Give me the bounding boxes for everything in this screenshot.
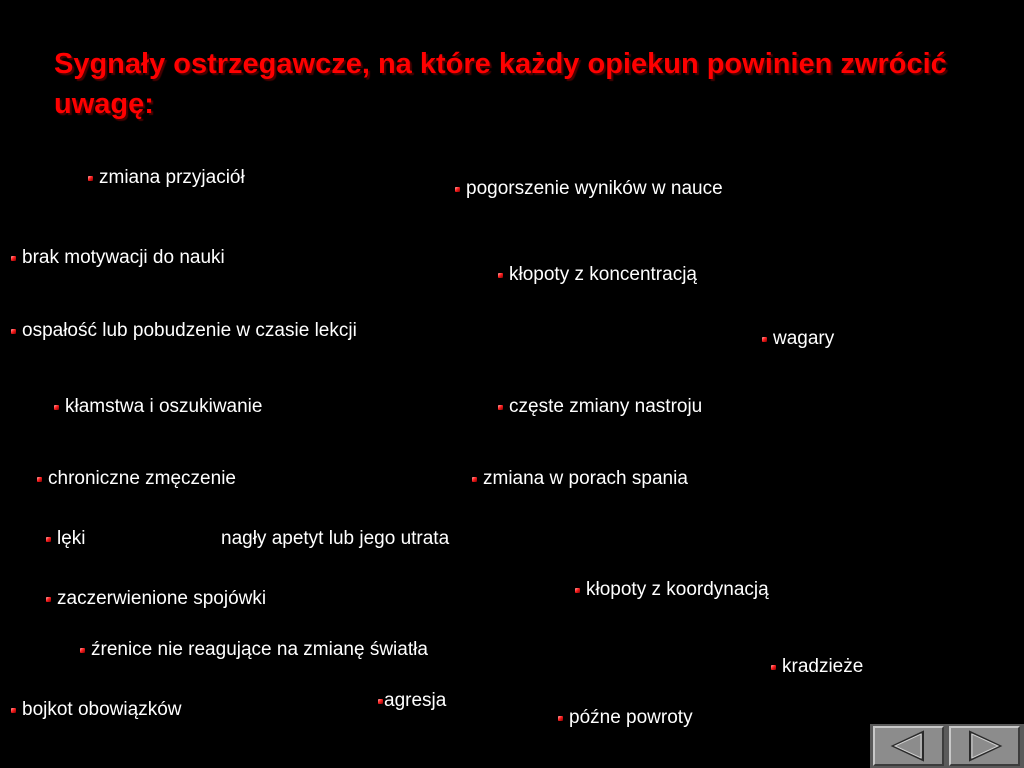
bullet-icon bbox=[46, 597, 51, 602]
warning-sign-item bbox=[46, 528, 86, 550]
warning-sign-label: agresja bbox=[384, 690, 447, 711]
warning-sign-item bbox=[11, 320, 357, 342]
warning-sign-item bbox=[37, 468, 236, 490]
slide-navigation bbox=[870, 724, 1024, 768]
bullet-icon bbox=[498, 273, 503, 278]
warning-sign-item bbox=[46, 588, 266, 610]
warning-sign-item bbox=[575, 579, 769, 601]
bullet-icon bbox=[575, 588, 580, 593]
bullet-icon bbox=[472, 477, 477, 482]
warning-sign-label: zaczerwienione spojówki bbox=[57, 588, 267, 609]
bullet-icon bbox=[11, 329, 16, 334]
warning-sign-label: bojkot obowiązków bbox=[22, 699, 182, 720]
warning-sign-item bbox=[221, 528, 449, 550]
warning-sign-item bbox=[558, 707, 693, 729]
bullet-icon bbox=[498, 405, 503, 410]
bullet-icon bbox=[11, 708, 16, 713]
next-slide-button[interactable] bbox=[949, 726, 1020, 766]
bullet-icon bbox=[80, 648, 85, 653]
bullet-icon bbox=[762, 337, 767, 342]
warning-sign-item bbox=[498, 396, 702, 418]
triangle-left-icon bbox=[875, 728, 942, 764]
bullet-icon bbox=[54, 405, 59, 410]
warning-sign-label: kłamstwa i oszukiwanie bbox=[65, 396, 263, 417]
warning-sign-item bbox=[378, 690, 446, 712]
warning-sign-label: kradzieże bbox=[782, 656, 864, 677]
warning-sign-item bbox=[11, 247, 225, 269]
slide-title: Sygnały ostrzegawcze, na które każdy opiekun powinien zwrócić uwagę: bbox=[54, 48, 947, 120]
warning-sign-item bbox=[498, 264, 697, 286]
warning-sign-item bbox=[88, 167, 245, 189]
warning-sign-item bbox=[11, 699, 181, 721]
warning-sign-item bbox=[80, 639, 428, 661]
warning-sign-item bbox=[472, 468, 688, 490]
warning-sign-item bbox=[54, 396, 262, 418]
bullet-icon bbox=[558, 716, 563, 721]
warning-sign-label: wagary bbox=[773, 328, 835, 349]
warning-sign-label: późne powroty bbox=[569, 707, 693, 728]
bullet-icon bbox=[771, 665, 776, 670]
warning-sign-label: zmiana przyjaciół bbox=[99, 167, 245, 188]
warning-sign-label: chroniczne zmęczenie bbox=[48, 468, 236, 489]
warning-sign-label: lęki bbox=[57, 528, 86, 549]
warning-sign-item bbox=[762, 328, 834, 350]
bullet-icon bbox=[378, 699, 383, 704]
bullet-icon bbox=[455, 187, 460, 192]
warning-sign-label: kłopoty z koordynacją bbox=[586, 579, 769, 600]
bullet-icon bbox=[11, 256, 16, 261]
warning-sign-label: zmiana w porach spania bbox=[483, 468, 688, 489]
warning-sign-item bbox=[771, 656, 863, 678]
bullet-icon bbox=[46, 537, 51, 542]
warning-sign-label: częste zmiany nastroju bbox=[509, 396, 703, 417]
warning-sign-label: nagły apetyt lub jego utrata bbox=[221, 528, 450, 549]
warning-sign-item bbox=[455, 178, 723, 200]
warning-sign-label: kłopoty z koncentracją bbox=[509, 264, 697, 285]
warning-sign-label: brak motywacji do nauki bbox=[22, 247, 225, 268]
bullet-icon bbox=[37, 477, 42, 482]
previous-slide-button[interactable] bbox=[873, 726, 944, 766]
warning-sign-label: pogorszenie wyników w nauce bbox=[466, 178, 723, 199]
triangle-right-icon bbox=[951, 728, 1018, 764]
bullet-icon bbox=[88, 176, 93, 181]
warning-sign-label: ospałość lub pobudzenie w czasie lekcji bbox=[22, 320, 357, 341]
warning-sign-label: źrenice nie reagujące na zmianę światła bbox=[91, 639, 428, 660]
